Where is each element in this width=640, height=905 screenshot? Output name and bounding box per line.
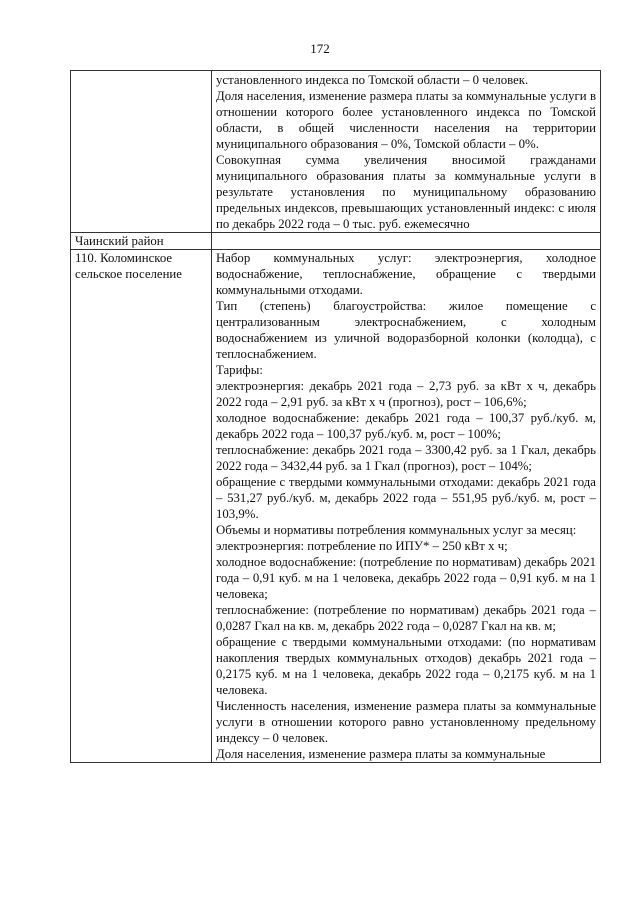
table-row xyxy=(71,250,601,763)
paragraph: Тарифы: xyxy=(216,363,263,377)
municipality-label: 110. Коломинское сельское поселение xyxy=(75,251,182,281)
municipality-cell xyxy=(71,71,212,233)
description-cell xyxy=(212,71,601,233)
paragraph: холодное водоснабжение: декабрь 2021 года – 100,37 руб./куб. м, декабрь 2022 года – 100,37 руб./куб. м, рост – 100%; xyxy=(216,411,596,441)
paragraph: Доля населения, изменение размера платы за коммунальные услуги в отношении которого более установленного индекса по Томской области, в общей численности населения на территории муниципального образования – 0%, Томской области – 0%. xyxy=(216,89,596,151)
description-cell xyxy=(212,250,601,763)
district-name xyxy=(71,233,212,250)
paragraph: Численность населения, изменение размера платы за коммунальные услуги в отношении которого равно установленному предельному индексу – 0 человек. xyxy=(216,699,596,745)
paragraph: Тип (степень) благоустройства: жилое помещение с централизованным электроснабжением, с холодным водоснабжением из уличной водоразборной колонки (колодца), с теплоснабжением. xyxy=(216,299,596,361)
paragraph: холодное водоснабжение: (потребление по нормативам) декабрь 2021 года – 0,91 куб. м на 1 человека, декабрь 2022 года – 0,91 куб. м на 1 человека; xyxy=(216,555,596,601)
paragraph: установленного индекса по Томской области – 0 человек. xyxy=(216,73,529,87)
paragraph: Объемы и нормативы потребления коммунальных услуг за месяц: xyxy=(216,523,577,537)
table-row xyxy=(71,233,601,250)
paragraph: обращение с твердыми коммунальными отходами: декабрь 2021 года – 531,27 руб./куб. м, декабрь 2022 года – 551,95 руб./куб. м, рост – 103,9%. xyxy=(216,475,596,521)
paragraph: Совокупная сумма увеличения вносимой гражданами муниципального образования платы за коммунальные услуги в результате установления по муниципальному образованию предельных индексов, превышающих установленный индекс: с июля по декабрь 2022 года – 0 тыс. руб. ежемесячно xyxy=(216,153,596,231)
paragraph: электроэнергия: потребление по ИПУ* – 250 кВт x ч; xyxy=(216,539,508,553)
paragraph: Доля населения, изменение размера платы за коммунальные xyxy=(216,747,546,761)
paragraph: теплоснабжение: (потребление по нормативам) декабрь 2021 года – 0,0287 Гкал на кв. м, декабрь 2022 года – 0,0287 Гкал на кв. м; xyxy=(216,603,596,633)
table-row xyxy=(71,71,601,233)
district-label: Чаинский район xyxy=(75,234,164,248)
municipality-cell xyxy=(71,250,212,763)
page-number: 172 xyxy=(310,41,330,56)
paragraph: теплоснабжение: декабрь 2021 года – 3300,42 руб. за 1 Гкал, декабрь 2022 года – 3432,44 руб. за 1 Гкал (прогноз), рост – 104%; xyxy=(216,443,596,473)
description-cell xyxy=(212,233,601,250)
paragraph: электроэнергия: декабрь 2021 года – 2,73 руб. за кВт x ч, декабрь 2022 года – 2,91 руб. за кВт x ч (прогноз), рост – 106,6%; xyxy=(216,379,596,409)
tariff-table xyxy=(70,70,601,763)
paragraph: обращение с твердыми коммунальными отходами: (по нормативам накопления твердых коммунальных отходов) декабрь 2021 года – 0,2175 куб. м на 1 человека, декабрь 2022 года – 0,2175 куб. м на 1 человека. xyxy=(216,635,596,697)
paragraph: Набор коммунальных услуг: электроэнергия, холодное водоснабжение, теплоснабжение, обращение с твердыми коммунальными отходами. xyxy=(216,251,596,297)
